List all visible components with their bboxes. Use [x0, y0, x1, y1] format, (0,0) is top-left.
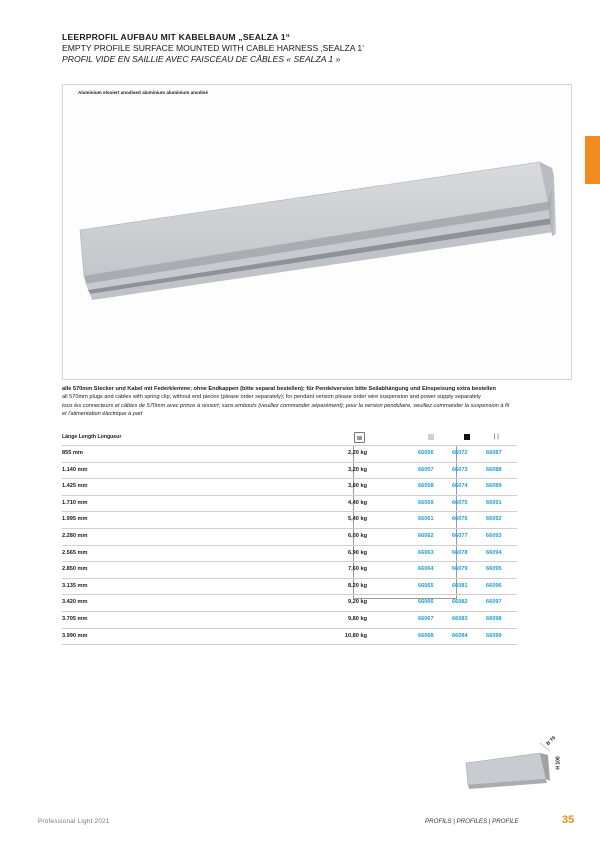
weight-cell: 6,90 kg	[348, 549, 367, 556]
weight-cell: 8,20 kg	[348, 582, 367, 589]
table-body	[62, 445, 517, 645]
weight-cell: 6,00 kg	[348, 532, 367, 539]
weight-cell: 3,80 kg	[348, 483, 367, 490]
description	[62, 385, 572, 419]
code-silver-cell: 66062	[418, 532, 434, 539]
article-table	[62, 431, 517, 645]
code-silver-cell: 66065	[418, 582, 434, 589]
weight-cell: 4,40 kg	[348, 499, 367, 506]
code-silver-cell: 66064	[418, 566, 434, 573]
page-title-fr: PROFIL VIDE EN SAILLIE AVEC FAISCEAU DE CÂBLES « SEALZA 1 »	[62, 54, 341, 64]
profile-dimension-drawing	[464, 735, 554, 795]
description-fr: tous les connecteurs et câbles de 570mm avec prince à ressort; sans embouts (veuillez commander séparément); pour la version pendulaire, veuillez commander la suspension à fil	[62, 402, 510, 409]
code-silver-cell: 66059	[418, 499, 434, 506]
code-black-cell: 66083	[452, 615, 468, 622]
code-pendant-cell: 66099	[486, 632, 502, 639]
length-cell: 2.565 mm	[62, 549, 88, 556]
weight-cell: 2,20 kg	[348, 450, 367, 456]
page-title-en: EMPTY PROFILE SURFACE MOUNTED WITH CABLE HARNESS ‚SEALZA 1‘	[62, 43, 365, 53]
code-black-cell: 66073	[452, 466, 468, 473]
weight-cell: 9,80 kg	[348, 615, 367, 622]
description-fr-cont: et l'alimentation électrique à part	[62, 411, 143, 418]
table-row	[62, 478, 517, 495]
code-silver-cell: 66063	[418, 549, 434, 556]
length-cell: 3.990 mm	[62, 632, 88, 639]
length-cell: 1.710 mm	[62, 499, 88, 506]
code-black-cell: 66072	[452, 450, 468, 456]
code-silver-cell: 66067	[418, 615, 434, 622]
title-block	[62, 32, 542, 65]
code-pendant-cell: 66089	[486, 483, 502, 490]
weight-cell: 7,60 kg	[348, 566, 367, 573]
page-title-de: LEERPROFIL AUFBAU MIT KABELBAUM „SEALZA 1“	[62, 32, 291, 42]
weight-cell: 9,20 kg	[348, 599, 367, 606]
code-black-cell: 66076	[452, 516, 468, 523]
code-pendant-cell: 66097	[486, 599, 502, 606]
weight-cell: 5,40 kg	[348, 516, 367, 523]
table-row	[62, 594, 517, 611]
code-pendant-cell: 66096	[486, 582, 502, 589]
code-silver-cell: 66068	[418, 632, 434, 639]
weight-cell: 10,80 kg	[344, 632, 367, 639]
length-cell: 1.425 mm	[62, 483, 88, 490]
code-black-cell: 66082	[452, 599, 468, 606]
product-photo	[62, 84, 570, 378]
table-row	[62, 578, 517, 595]
height-label: H 100	[555, 756, 562, 770]
code-silver-cell: 66061	[418, 516, 434, 523]
pendant-icon: | |	[494, 434, 499, 440]
page-number: 35	[562, 814, 575, 826]
code-silver-cell: 66056	[418, 450, 434, 456]
black-colour-icon	[464, 434, 470, 440]
description-en: all 570mm plugs and cables with spring clip; without end pieces (please order separately); for pendant version please order wire suspension and power supply separately	[62, 394, 481, 401]
length-cell: 3.135 mm	[62, 582, 88, 589]
photo-caption: Aluminium eloxiert anodised aluminium aluminium anodisé	[78, 90, 208, 95]
length-cell: 2.850 mm	[62, 566, 88, 573]
silver-colour-icon	[428, 434, 434, 440]
table-header	[62, 431, 517, 445]
code-black-cell: 66081	[452, 582, 468, 589]
section-tab	[585, 136, 600, 184]
weight-cell: 3,20 kg	[348, 466, 367, 473]
code-pendant-cell: 66087	[486, 450, 502, 456]
length-header: Länge Length Longueur	[62, 434, 122, 440]
table-row	[62, 511, 517, 528]
code-pendant-cell: 66092	[486, 516, 502, 523]
code-black-cell: 66084	[452, 632, 468, 639]
code-black-cell: 66075	[452, 499, 468, 506]
length-cell: 3.705 mm	[62, 615, 88, 622]
description-de: alle 570mm Stecker und Kabel mit Federklemme; ohne Endkappen (bitte separat bestellen); für Pendelversion bitte Seilabhängung und Einspeisung extra bestellen	[62, 386, 496, 392]
weight-icon	[354, 432, 365, 443]
table-row	[62, 628, 517, 646]
code-pendant-cell: 66091	[486, 499, 502, 506]
table-row	[62, 495, 517, 512]
table-row	[62, 545, 517, 562]
code-silver-cell: 66058	[418, 483, 434, 490]
length-cell: 1.995 mm	[62, 516, 88, 523]
code-black-cell: 66074	[452, 483, 468, 490]
length-cell: 2.280 mm	[62, 532, 88, 539]
code-black-cell: 66079	[452, 566, 468, 573]
code-silver-cell: 66066	[418, 599, 434, 606]
table-row	[62, 611, 517, 628]
length-cell: 3.420 mm	[62, 599, 88, 606]
footer-brand: Professional Light 2021	[38, 818, 110, 825]
code-pendant-cell: 66094	[486, 549, 502, 556]
table-row	[62, 528, 517, 545]
code-black-cell: 66077	[452, 532, 468, 539]
code-pendant-cell: 66093	[486, 532, 502, 539]
width-label: B 70	[545, 735, 558, 747]
table-row	[62, 462, 517, 479]
length-cell: 1.140 mm	[62, 466, 88, 473]
code-silver-cell: 66057	[418, 466, 434, 473]
table-row	[62, 561, 517, 578]
footer-section: PROFILS | PROFILES | PROFILE	[425, 818, 519, 825]
code-pendant-cell: 66095	[486, 566, 502, 573]
code-pendant-cell: 66098	[486, 615, 502, 622]
table-row	[62, 445, 517, 462]
length-cell: 855 mm	[62, 450, 83, 456]
code-black-cell: 66078	[452, 549, 468, 556]
code-pendant-cell: 66088	[486, 466, 502, 473]
